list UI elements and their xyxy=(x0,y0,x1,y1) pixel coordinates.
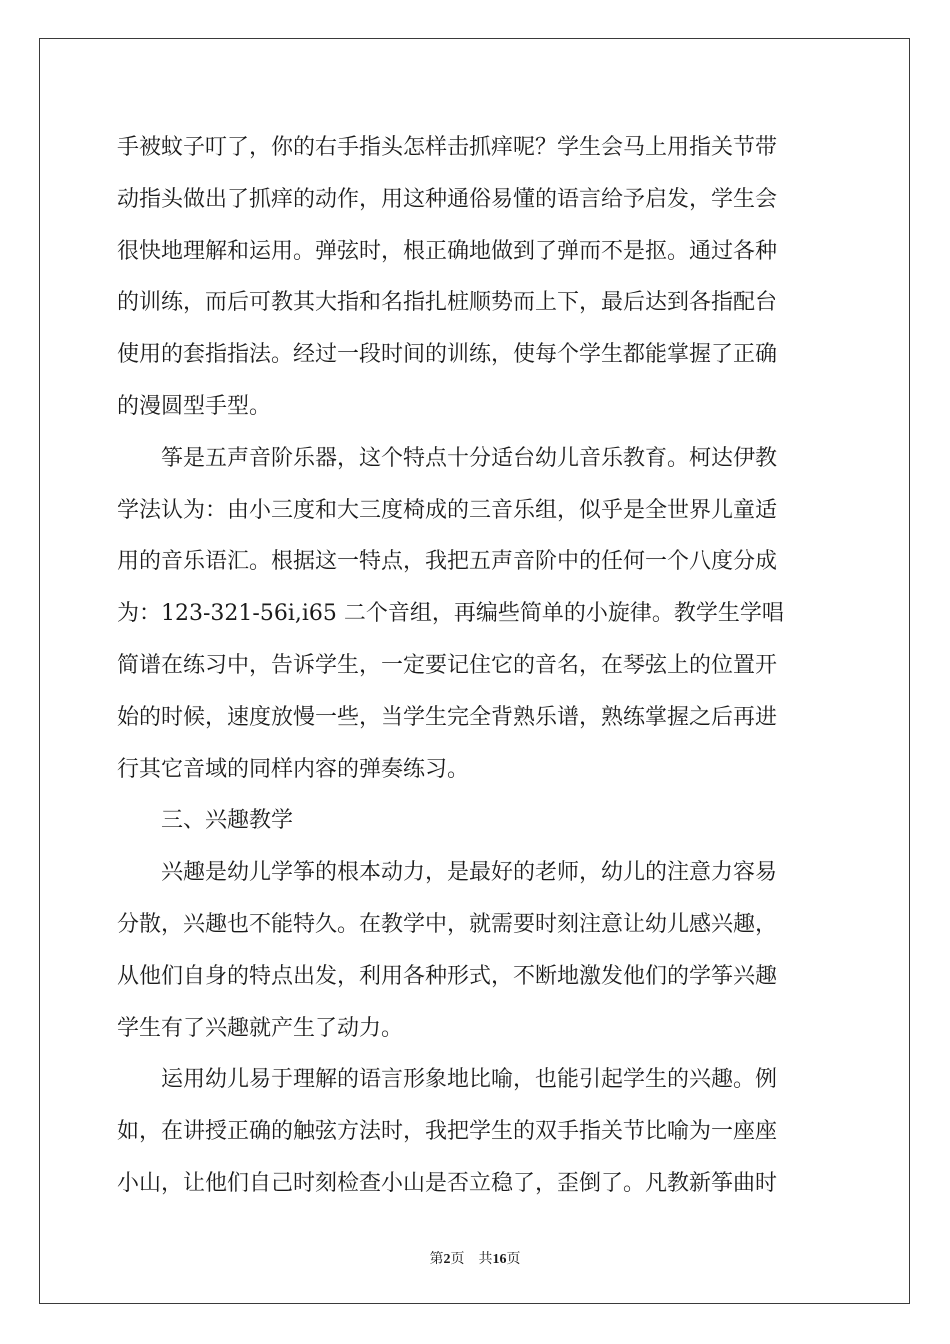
text-line: 的训练，而后可教其大指和名指扎桩顺势而上下，最后达到各指配台 xyxy=(117,290,778,316)
section-heading: 三、兴趣教学 xyxy=(117,808,294,834)
text-line: 运用幼儿易于理解的语言形象地比喻，也能引起学生的兴趣。例 xyxy=(117,1067,778,1093)
page-prefix: 第 xyxy=(429,1252,444,1267)
page-footer xyxy=(0,1248,950,1268)
text-line: 动指头做出了抓痒的动作，用这种通俗易懂的语言给予启发，学生会 xyxy=(117,186,778,212)
text-line: 为：123-321-56i,i65 二个音组，再编些简单的小旋律。教学生学唱 xyxy=(117,601,784,627)
text-line: 的漫圆型手型。 xyxy=(117,393,272,419)
page-number: 2 xyxy=(443,1252,451,1267)
text-line: 用的音乐语汇。根据这一特点，我把五声音阶中的任何一个八度分成 xyxy=(117,549,778,575)
text-line: 始的时候，速度放慢一些，当学生完全背熟乐谱，熟练掌握之后再进 xyxy=(117,704,778,730)
text-line: 兴趣是幼儿学筝的根本动力，是最好的老师，幼儿的注意力容易 xyxy=(117,860,778,886)
page-suffix: 页 xyxy=(450,1252,465,1267)
text-line: 从他们自身的特点出发，利用各种形式，不断地激发他们的学筝兴趣 xyxy=(117,963,778,989)
text-line: 很快地理解和运用。弹弦时，根正确地做到了弹而不是抠。通过各种 xyxy=(117,238,778,264)
text-line: 使用的套指指法。经过一段时间的训练，使每个学生都能掌握了正确 xyxy=(117,342,778,368)
text-line: 分散，兴趣也不能特久。在教学中，就需要时刻注意让幼儿感兴趣， xyxy=(117,911,778,937)
text-line: 学法认为：由小三度和大三度椅成的三音乐组，似乎是全世界儿童适 xyxy=(117,497,778,523)
total-suffix: 页 xyxy=(506,1252,521,1267)
text-line: 小山，让他们自己时刻检查小山是否立稳了，歪倒了。凡教新筝曲时 xyxy=(117,1170,778,1196)
text-line: 简谱在练习中，告诉学生，一定要记住它的音名，在琴弦上的位置开 xyxy=(117,652,778,678)
text-line: 筝是五声音阶乐器，这个特点十分适台幼儿音乐教育。柯达伊教 xyxy=(117,445,778,471)
text-line: 行其它音域的同样内容的弹奏练习。 xyxy=(117,756,470,782)
document-body xyxy=(117,122,833,1210)
total-prefix: 共 xyxy=(478,1252,493,1267)
text-line: 手被蚊子叮了，你的右手指头怎样击抓痒呢？学生会马上用指关节带 xyxy=(117,135,778,160)
text-line: 学生有了兴趣就产生了动力。 xyxy=(117,1015,404,1041)
total-pages: 16 xyxy=(492,1252,507,1267)
text-line: 如，在讲授正确的触弦方法时，我把学生的双手指关节比喻为一座座 xyxy=(117,1119,778,1145)
